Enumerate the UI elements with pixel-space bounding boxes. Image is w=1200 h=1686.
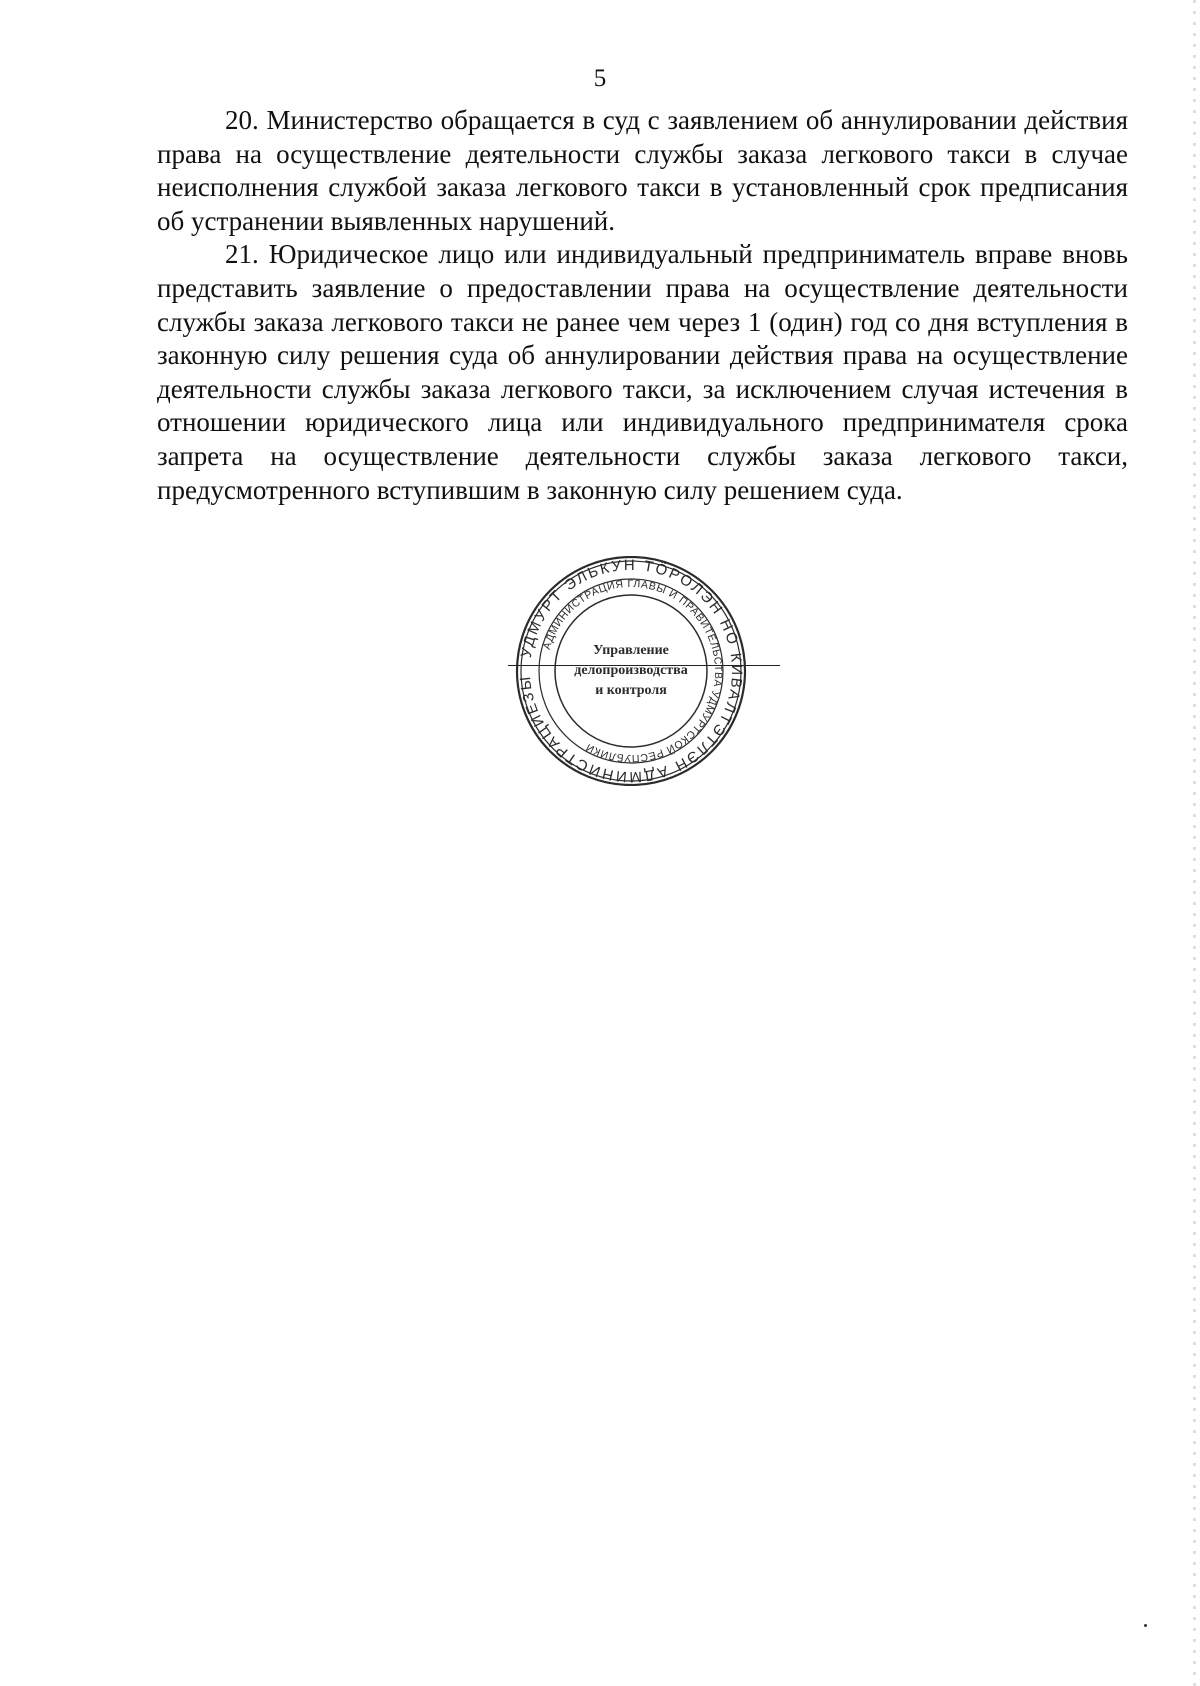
scan-dot-artifact bbox=[1144, 1624, 1147, 1627]
seal-center-line-2: делопроизводства bbox=[574, 663, 688, 678]
official-seal-stamp bbox=[515, 556, 780, 786]
seal-outer-text: УДМУРТ ЭЛЬКУН ТӦРОЛЭН НО КИВАЛТЭТЛЭН АДМИНИСТРАЦИЕЗЫ bbox=[516, 556, 746, 786]
page-number: 5 bbox=[593, 65, 607, 92]
signature-line bbox=[508, 665, 780, 666]
seal-graphic bbox=[515, 556, 780, 786]
seal-inner-text: АДМИНИСТРАЦИЯ ГЛАВЫ И ПРАВИТЕЛЬСТВА УДМУРТСКОЙ РЕСПУБЛИКИ bbox=[540, 577, 725, 765]
scan-edge-artifact bbox=[1193, 0, 1196, 1686]
paragraph-21: 21. Юридическое лицо или индивидуальный предприниматель вправе вновь представить заявление о предоставлении права на осуществление деятельности службы заказа легкового такси не ранее чем через 1 (один) год со дня вступления в законную силу решения суда об аннулировании действия права на осуществление деятельности службы заказа легкового такси, за исключением случая истечения в отношении юридического лица или индивидуального предпринимателя срока запрета на осуществление деятельности службы заказа легкового такси, предусмотренного вступившим в законную силу решением суда. bbox=[157, 239, 1128, 505]
seal-center-line-1: Управление bbox=[593, 643, 669, 658]
document-body bbox=[157, 104, 1128, 507]
seal-center-line-3: и контроля bbox=[595, 683, 667, 698]
paragraph-20: 20. Министерство обращается в суд с заявлением об аннулировании действия права на осуществление деятельности службы заказа легкового такси в случае неисполнения службой заказа легкового такси в установленный срок предписания об устранении выявленных нарушений. bbox=[157, 105, 1128, 236]
